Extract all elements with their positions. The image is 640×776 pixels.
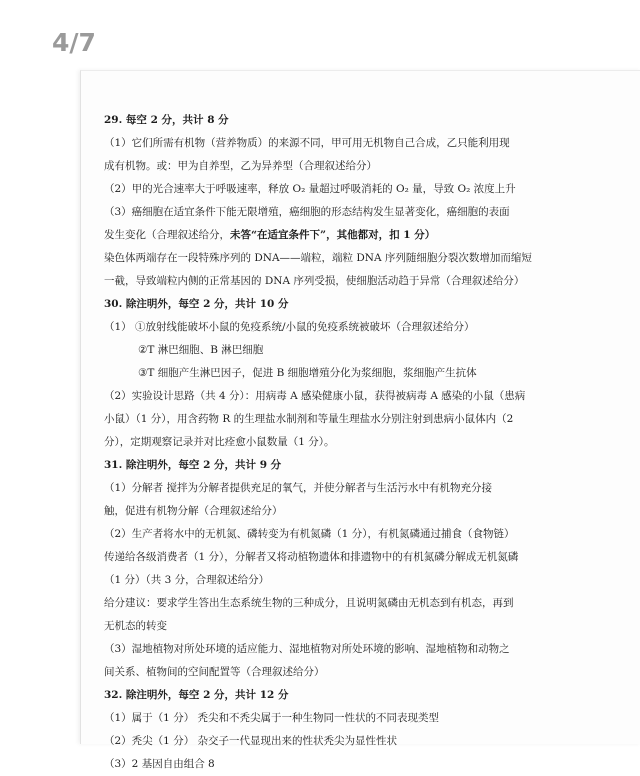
line: 成有机物。或：甲为自养型，乙为异养型（合理叙述给分） [104,160,377,172]
line: （2）生产者将水中的无机氮、磷转变为有机氮磷（1 分），有机氮磷通过捕食（食物链） [104,528,515,540]
line: 发生变化（合理叙述给分，未答“在适宜条件下”，其他都对，扣 1 分） [104,229,436,241]
line: ②T 淋巴细胞、B 淋巴细胞 [138,344,264,356]
line: （1 分）（共 3 分，合理叙述给分） [104,574,270,586]
line: ③T 细胞产生淋巴因子，促进 B 细胞增殖分化为浆细胞，浆细胞产生抗体 [138,367,477,379]
penalty-note: 未答“在适宜条件下”，其他都对，扣 1 分） [230,229,436,241]
line: （2）秃尖（1 分） 杂交子一代显现出来的性状秃尖为显性性状 [104,735,398,747]
line: 染色体两端存在一段特殊序列的 DNA——端粒，端粒 DNA 序列随细胞分裂次数增加而缩短 [104,252,532,264]
line: （2）实验设计思路（共 4 分）：用病毒 A 感染健康小鼠，获得被病毒 A 感染的小鼠（患病 [104,390,526,402]
section-heading: 30. 除注明外，每空 2 分，共计 10 分 [104,298,289,310]
line: 一截，导致端粒内侧的正常基因的 DNA 序列受损，使细胞活动趋于异常（合理叙述给分） [104,275,525,287]
line: （3）2 基因自由组合 8 [104,758,215,770]
line: （3）湿地植物对所处环境的适应能力、湿地植物对所处环境的影响、湿地植物和动物之 [104,643,510,655]
line: 小鼠）（1 分），用含药物 R 的生理盐水制剂和等量生理盐水分别注射到患病小鼠体内（2 [104,413,514,425]
line: （2）甲的光合速率大于呼吸速率，释放 O₂ 量超过呼吸消耗的 O₂ 量，导致 O₂ 浓度上升 [104,183,516,195]
line: （1）分解者 搅拌为分解者提供充足的氧气，并使分解者与生活污水中有机物充分接 [104,482,493,494]
section-heading: 29. 每空 2 分，共计 8 分 [104,114,229,126]
line: 给分建议：要求学生答出生态系统生物的三种成分，且说明氮磷由无机态到有机态，再到 [104,597,514,609]
document-content [104,109,536,776]
line: 无机态的转变 [104,620,167,632]
line: 间关系、植物间的空间配置等（合理叙述给分） [104,666,325,678]
line: 传递给各级消费者（1 分），分解者又将动植物遗体和排遗物中的有机氮磷分解成无机氮磷 [104,551,519,563]
line: （1）它们所需有机物（营养物质）的来源不同，甲可用无机物自己合成，乙只能利用现 [104,137,510,149]
section-heading: 31. 除注明外，每空 2 分，共计 9 分 [104,459,282,471]
line: （3）癌细胞在适宜条件下能无限增殖，癌细胞的形态结构发生显著变化，癌细胞的表面 [104,206,510,218]
line: 触，促进有机物分解（合理叙述给分） [104,505,283,517]
line: （1）属于（1 分） 秃尖和不秃尖属于一种生物同一性状的不同表现类型 [104,712,440,724]
section-heading: 32. 除注明外，每空 2 分，共计 12 分 [104,689,289,701]
page-counter: 4/7 [52,28,96,57]
line: （1） ①放射线能破坏小鼠的免疫系统/小鼠的免疫系统被破坏（合理叙述给分） [104,321,475,333]
line: 分），定期观察记录并对比痊愈小鼠数量（1 分）。 [104,436,335,448]
